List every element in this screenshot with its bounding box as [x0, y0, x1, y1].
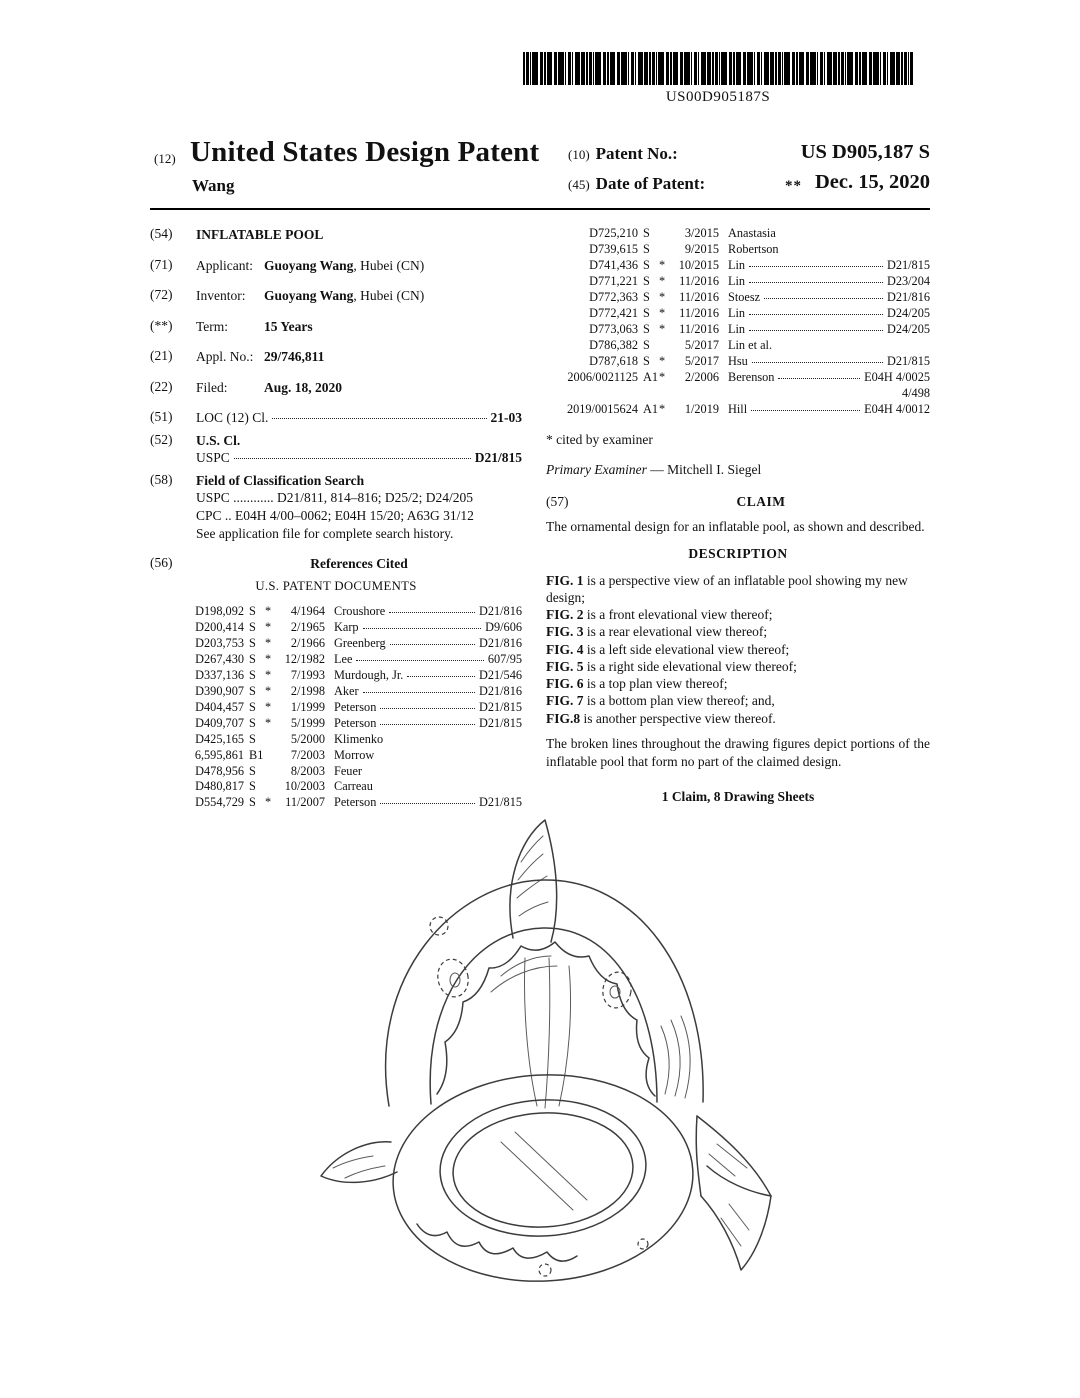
field-us-class: (52) U.S. Cl. USPC D21/815 [150, 431, 522, 466]
figure-description-line [546, 675, 930, 692]
figure-label: FIG. 4 [546, 641, 584, 657]
ref-kind-code: S [249, 635, 256, 650]
biblio-columns [150, 226, 930, 818]
ref-number: D480,817 [195, 779, 244, 794]
ref-date: 5/2017 [684, 353, 719, 368]
ref-classification: D9/606 [485, 619, 522, 634]
applicant-name: Guoyang Wang [264, 257, 354, 273]
ref-examiner-star: * [265, 715, 272, 730]
ref-examiner-star: * [265, 699, 272, 714]
ref-classification: E04H 4/0012 [864, 401, 930, 416]
ref-date: 2/1998 [290, 683, 325, 698]
ref-kind-code: S [643, 305, 650, 320]
ref-date: 9/2015 [684, 241, 719, 256]
dot-leader [749, 266, 883, 267]
figure-text: is a perspective view of an inflatable pool showing my new design; [546, 572, 908, 605]
ref-name: Morrow [334, 747, 375, 762]
cited-by-examiner-note: * cited by examiner [546, 431, 653, 447]
ref-kind-code: S [249, 763, 256, 778]
ref-number: D739,615 [589, 241, 638, 256]
patent-no-label: (10) Patent No.: [568, 144, 678, 163]
inid-71: (71) [150, 256, 173, 272]
ref-date: 2/2006 [684, 369, 719, 384]
term-footnote-stars: ** [785, 178, 802, 194]
figure-label: FIG.8 [546, 710, 581, 726]
ref-name: Greenberg [334, 635, 386, 650]
ref-name: Robertson [728, 241, 779, 256]
figure-label: FIG. 5 [546, 658, 584, 674]
references-cited-heading: References Cited [310, 556, 408, 572]
ref-date: 12/1982 [284, 651, 325, 666]
ref-date: 2/1965 [290, 619, 325, 634]
broken-lines-note: The broken lines throughout the drawing figures depict portions of the inflatable pool that form no part of the claimed design. [546, 736, 930, 769]
patent-number: US D905,187 S [800, 141, 930, 163]
ref-date: 5/1999 [290, 715, 325, 730]
ref-classification: E04H 4/0025 [864, 369, 930, 384]
ref-number: D772,421 [589, 305, 638, 320]
figure-descriptions [546, 572, 930, 727]
patent-reference-row [548, 258, 930, 274]
shark-pool-drawing [305, 796, 785, 1336]
patent-reference-row [548, 242, 930, 258]
ref-date: 8/2003 [290, 763, 325, 778]
left-column [150, 226, 522, 818]
ref-kind-code: S [643, 289, 650, 304]
ref-number: 2019/0015624 [566, 401, 638, 416]
figure-text: is a rear elevational view thereof; [583, 624, 768, 640]
ref-name: Lin [728, 305, 746, 320]
ref-classification: D21/816 [886, 289, 930, 304]
ref-number: D200,414 [195, 619, 244, 634]
field-classification-search: (58) Field of Classification Search USPC ............ D21/811, 814–816; D25/2; D24/205 CPC .. E04H 4/00–0062; E04H 15/20; A63G 31/12 See application file for complete search history. [150, 472, 522, 542]
claim-section-heading: (57) CLAIM [546, 493, 786, 509]
ref-number: D267,430 [195, 651, 244, 666]
ref-name: Lin et al. [728, 337, 773, 352]
ref-date: 11/2016 [679, 305, 719, 320]
ref-number: 2006/0021125 [567, 369, 638, 384]
date-of-patent-label: (45) Date of Patent: [568, 174, 706, 193]
dot-leader [752, 362, 883, 363]
patent-reference-row [548, 274, 930, 290]
right-column [546, 226, 930, 818]
uspc-class-value: D21/815 [474, 450, 522, 466]
patent-reference-row [548, 402, 930, 418]
ref-classification: D21/815 [478, 795, 522, 810]
figure-label: FIG. 7 [546, 693, 584, 709]
application-number: 29/746,811 [264, 349, 325, 365]
ref-name: Hsu [728, 353, 748, 368]
patent-header [150, 136, 930, 206]
patent-reference-row [180, 700, 522, 716]
ref-number: D390,907 [195, 683, 244, 698]
patent-reference-row [180, 764, 522, 780]
dot-leader [356, 660, 483, 661]
dot-leader [389, 612, 475, 613]
patent-reference-row [548, 354, 930, 370]
figure-text: is a bottom plan view thereof; and, [583, 693, 775, 709]
ref-name: Murdough, Jr. [334, 667, 404, 682]
ref-number: D404,457 [195, 699, 244, 714]
ref-kind-code: S [643, 257, 650, 272]
barcode-image [523, 52, 913, 85]
ref-name: Feuer [334, 763, 362, 778]
ref-classification: D21/816 [478, 635, 522, 650]
patent-reference-row [548, 370, 930, 386]
ref-date: 11/2007 [285, 795, 325, 810]
ref-name: Lee [334, 651, 353, 666]
ref-kind-code: S [249, 651, 256, 666]
ref-number: D554,729 [195, 795, 244, 810]
ref-name: Berenson [728, 369, 775, 384]
loc-class-value: 21-03 [490, 410, 522, 426]
ref-number: D787,618 [589, 353, 638, 368]
ref-kind-code: S [643, 241, 650, 256]
patent-reference-row [180, 748, 522, 764]
header-divider [150, 208, 930, 210]
figure-label: FIG. 3 [546, 624, 584, 640]
ref-number: D725,210 [589, 226, 638, 240]
references-list-left [150, 604, 522, 812]
figure-description-line [546, 692, 930, 709]
ref-kind-code: S [249, 699, 256, 714]
dot-leader [749, 330, 883, 331]
references-list-right [546, 226, 930, 418]
figure-description-line [546, 710, 930, 727]
ref-number: D425,165 [195, 731, 244, 746]
dot-leader [764, 298, 883, 299]
dot-leader [363, 628, 482, 629]
ref-number: D337,136 [195, 667, 244, 682]
ref-examiner-star: * [265, 651, 272, 666]
ref-kind-code: S [249, 667, 256, 682]
figure-text: is a left side elevational view thereof; [583, 641, 790, 657]
ref-name: Lin [728, 257, 746, 272]
field-title [150, 226, 522, 244]
patent-date: Dec. 15, 2020 [814, 171, 930, 193]
ref-date: 10/2003 [284, 779, 325, 794]
dot-leader [749, 314, 883, 315]
ref-classification: D21/815 [478, 715, 522, 730]
ref-kind-code: S [249, 731, 256, 746]
figure-label: FIG. 2 [546, 607, 584, 623]
ref-kind-code: B1 [249, 747, 264, 762]
dot-leader [272, 418, 486, 419]
term-value: 15 Years [264, 318, 313, 334]
ref-date: 7/1993 [290, 667, 325, 682]
ref-name: Lin [728, 273, 746, 288]
ref-classification: 607/95 [487, 651, 522, 666]
ref-date: 5/2017 [684, 337, 719, 352]
patent-reference-row [180, 604, 522, 620]
ref-date: 11/2016 [679, 273, 719, 288]
ref-number: D409,707 [195, 715, 244, 730]
ref-date: 2/1966 [290, 635, 325, 650]
figure-description-line [546, 606, 930, 623]
ref-classification: D24/205 [886, 305, 930, 320]
figure-text: is a right side elevational view thereof; [583, 658, 797, 674]
ref-examiner-star: * [659, 273, 666, 288]
ref-number: D773,063 [589, 321, 638, 336]
dot-leader [749, 282, 883, 283]
ref-examiner-star: * [659, 401, 666, 416]
ref-number: D771,221 [589, 273, 638, 288]
dot-leader [234, 458, 471, 459]
invention-title: INFLATABLE POOL [196, 227, 324, 242]
ref-classification: D21/816 [478, 603, 522, 618]
ref-classification: D21/546 [478, 667, 522, 682]
field-term: (**) Term: 15 Years [150, 317, 313, 334]
ref-date: 3/2015 [684, 226, 719, 240]
ref-kind-code: A1 [643, 369, 659, 384]
us-patent-documents-heading: U.S. PATENT DOCUMENTS [255, 578, 417, 593]
dot-leader [363, 692, 475, 693]
ref-name: Stoesz [728, 289, 761, 304]
field-filed: (22) Filed: Aug. 18, 2020 [150, 378, 343, 395]
ref-name: Hill [728, 401, 748, 416]
patent-reference-row [180, 716, 522, 732]
inid-72: (72) [150, 287, 173, 303]
ref-kind-code: S [643, 273, 650, 288]
inid-22: (22) [150, 378, 173, 394]
ref-number: D198,092 [195, 603, 244, 618]
claim-text: The ornamental design for an inflatable pool, as shown and described. [546, 518, 925, 534]
field-loc-class: (51) LOC (12) Cl. 21-03 [150, 409, 522, 426]
patent-reference-row [548, 290, 930, 306]
field-appl-no: (21) Appl. No.: 29/746,811 [150, 348, 325, 365]
ref-examiner-star: * [659, 289, 666, 304]
ref-name: Carreau [334, 779, 373, 794]
ref-examiner-star: * [265, 635, 272, 650]
ref-classification: D21/816 [478, 683, 522, 698]
ref-examiner-star: * [265, 683, 272, 698]
inventor-surname: Wang [192, 176, 235, 195]
figure-description-line [546, 641, 930, 658]
dot-leader [778, 378, 860, 379]
search-uspc: USPC ............ D21/811, 814–816; D25/2; D24/205 [196, 490, 474, 506]
field-inventor: (72) Inventor: Guoyang Wang, Hubei (CN) [150, 287, 425, 304]
ref-name: Peterson [334, 715, 377, 730]
inid-51: (51) [150, 409, 173, 425]
inid-58: (58) [150, 471, 173, 487]
ref-examiner-star: * [265, 795, 272, 810]
primary-examiner-line: Primary Examiner — Mitchell I. Siegel [546, 461, 762, 477]
ref-kind-code: S [643, 321, 650, 336]
patent-reference-row [180, 668, 522, 684]
field-applicant: (71) Applicant: Guoyang Wang, Hubei (CN) [150, 256, 425, 273]
ref-date: 5/2000 [290, 731, 325, 746]
patent-reference-row [548, 338, 930, 354]
patent-reference-row [180, 684, 522, 700]
ref-classification: D24/205 [886, 321, 930, 336]
ref-number: D772,363 [589, 289, 638, 304]
ref-name: Klimenko [334, 731, 384, 746]
figure-description-line [546, 658, 930, 675]
ref-name: Peterson [334, 699, 377, 714]
ref-number: D741,436 [589, 257, 638, 272]
inid-54: (54) [150, 226, 173, 241]
ref-date: 7/2003 [290, 747, 325, 762]
ref-examiner-star: * [659, 353, 666, 368]
ref-date: 4/1964 [290, 603, 325, 618]
patent-reference-row [548, 322, 930, 338]
patent-reference-row [180, 620, 522, 636]
ref-examiner-star: * [265, 603, 272, 618]
ref-name: Peterson [334, 795, 377, 810]
dot-leader [380, 708, 475, 709]
ref-name: Croushore [334, 603, 386, 618]
field-references-cited [150, 555, 522, 573]
ref-date: 10/2015 [678, 257, 719, 272]
ref-number: D478,956 [195, 763, 244, 778]
filing-date: Aug. 18, 2020 [264, 379, 343, 395]
ref-examiner-star: * [265, 619, 272, 634]
ref-kind-code: S [643, 353, 650, 368]
figure-text: is a front elevational view thereof; [583, 607, 773, 623]
ref-classification: D21/815 [886, 257, 930, 272]
ref-kind-code: S [249, 619, 256, 634]
ref-name: Anastasia [728, 226, 776, 240]
shark-pool-figure [305, 796, 785, 1336]
inid-term: (**) [150, 317, 173, 333]
figure-text: is a top plan view thereof; [583, 676, 728, 692]
inid-52: (52) [150, 431, 173, 447]
patent-reference-row [180, 779, 522, 795]
dot-leader [380, 724, 475, 725]
ref-kind-code: S [249, 603, 256, 618]
ref-date: 11/2016 [679, 321, 719, 336]
patent-reference-continuation [548, 386, 930, 402]
ref-name: Aker [334, 683, 359, 698]
inid-21: (21) [150, 348, 173, 364]
ref-kind-code: S [249, 795, 256, 810]
inventor-name: Guoyang Wang [264, 288, 354, 304]
patent-reference-row [180, 636, 522, 652]
patent-reference-row [180, 732, 522, 748]
ref-date: 1/2019 [684, 401, 719, 416]
inid-57: (57) [546, 493, 569, 509]
ref-classification: D21/815 [886, 353, 930, 368]
ref-examiner-star: * [659, 257, 666, 272]
ref-number: D786,382 [589, 337, 638, 352]
ref-classification: 4/498 [901, 385, 930, 400]
ref-number: D203,753 [195, 635, 244, 650]
dot-leader [390, 644, 475, 645]
inid-56: (56) [150, 555, 173, 571]
ref-classification: D21/815 [478, 699, 522, 714]
dot-leader [751, 410, 860, 411]
ref-kind-code: S [249, 715, 256, 730]
ref-examiner-star: * [659, 369, 666, 384]
document-title: United States Design Patent [190, 136, 540, 168]
ref-date: 1/1999 [290, 699, 325, 714]
barcode-block [523, 52, 913, 106]
patent-reference-row [180, 652, 522, 668]
ref-classification: D23/204 [886, 273, 930, 288]
search-note: See application file for complete search history. [196, 525, 454, 541]
ref-number: 6,595,861 [194, 747, 244, 762]
ref-kind-code: A1 [643, 401, 659, 416]
inid-45: (45) [568, 177, 590, 192]
ref-examiner-star: * [659, 305, 666, 320]
ref-date: 11/2016 [679, 289, 719, 304]
figure-text: is another perspective view thereof. [580, 710, 776, 726]
ref-kind-code: S [249, 683, 256, 698]
search-cpc: CPC .. E04H 4/00–0062; E04H 15/20; A63G 31/12 [196, 508, 474, 524]
description-heading: DESCRIPTION [688, 545, 788, 561]
ref-examiner-star: * [659, 321, 666, 336]
kind-code: (12) [154, 151, 176, 166]
figure-label: FIG. 6 [546, 676, 584, 692]
figure-description-line [546, 572, 930, 607]
ref-kind-code: S [643, 226, 650, 240]
figure-description-line [546, 623, 930, 640]
ref-name: Karp [334, 619, 359, 634]
claims-sheets-line: 1 Claim, 8 Drawing Sheets [661, 788, 815, 804]
ref-kind-code: S [249, 779, 256, 794]
patent-reference-row [548, 226, 930, 242]
dot-leader [407, 676, 475, 677]
figure-label: FIG. 1 [546, 572, 584, 588]
inid-10: (10) [568, 147, 590, 162]
barcode-number: US00D905187S [665, 89, 771, 105]
patent-reference-row [548, 306, 930, 322]
ref-examiner-star: * [265, 667, 272, 682]
ref-name: Lin [728, 321, 746, 336]
ref-kind-code: S [643, 337, 650, 352]
